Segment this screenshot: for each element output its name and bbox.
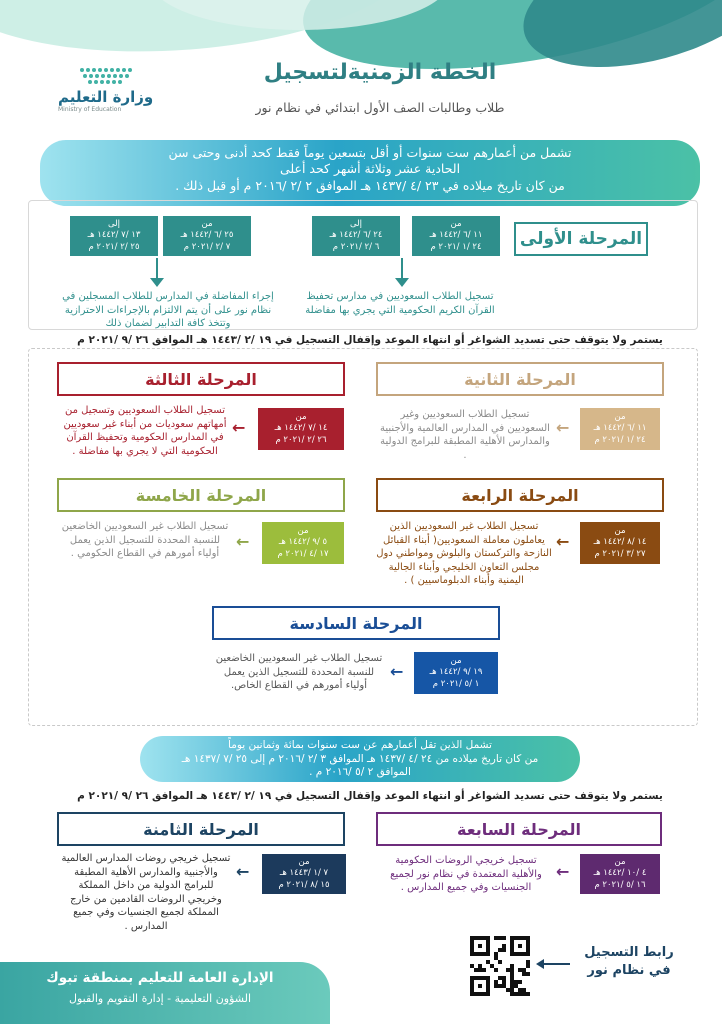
qr-module: [478, 944, 482, 948]
qr-module: [486, 952, 490, 956]
closing-rule-1: يستمر ولا يتوقف حتى تسديد الشواغر أو انتهاء الموعد وإقفال التسجيل في ١٩ /٢ /١٤٤٣ هـ الموافق ٢٦ /٩ /٢٠٢١ م: [77, 334, 663, 346]
banner-line: الموافق ٢ /٥ /٢٠١٦ م .: [309, 766, 411, 779]
qr-module: [502, 936, 506, 940]
registration-link-label: رابط التسجيل في نظام نور: [584, 945, 674, 979]
banner-line: الحادية عشر وثلاثة أشهر كحد أعلى: [279, 161, 461, 177]
stage6-desc: تسجيل الطلاب غير السعوديين الخاضعين للنسبة المحددة للتسجيل الذين يعمل أولياء أمورهم في القطاع الخاص.: [215, 653, 383, 691]
qr-module: [502, 948, 506, 952]
stage4-desc: تسجيل الطلاب غير السعوديين الذين يعاملون معاملة السعوديين( أبناء القبائل النازحة والتركستان والبلوش ومواطني دول مجلس التعاون الخليجي وأبناء الجالية اليمنية وأبناء الدبلوماسيين ) .: [376, 521, 552, 586]
banner-line: من كان تاريخ ميلاده في ٢٣ /٤ /١٤٣٧ هـ الموافق ٢ /٢ /٢٠١٦ م أو قبل ذلك .: [175, 177, 565, 193]
qr-module: [518, 980, 522, 984]
logo-arabic: وزارة التعليم: [58, 88, 154, 106]
stage4-label: المرحلة الرابعة: [376, 478, 664, 512]
qr-module: [486, 992, 490, 996]
down-arrow-icon: [145, 258, 169, 288]
stage8-label: المرحلة الثامنة: [57, 812, 345, 846]
stage1-date-to: إلى ٢٤ /٦ /١٤٤٢ هـ ٦ /٢ /٢٠٢١ م: [312, 216, 400, 256]
down-arrow-icon: [390, 258, 414, 288]
stage5-desc: تسجيل الطلاب غير السعوديين الخاضعين للنسبة المحددة للتسجيل الذين يعمل أولياء أمورهم في القطاع الحكومي .: [61, 521, 229, 559]
left-arrow-icon: ←: [556, 862, 570, 881]
stage1-date-from: من ١١ /٦ /١٤٤٢ هـ ٢٤ /١ /٢٠٢١ م: [412, 216, 500, 256]
qr-module: [494, 968, 498, 972]
qr-module: [526, 992, 530, 996]
stage8-desc: تسجيل خريجي روضات المدارس العالمية والأجنبية والمدارس الأهلية المطبقة للبرامج الدولية من داخل المملكة وخريجي الروضات القادمين من خارج المملكة لجميع الجنسيات وفي جميع المدارس .: [61, 853, 231, 932]
closing-rule-2: يستمر ولا يتوقف حتى تسديد الشواغر أو انتهاء الموعد وإقفال التسجيل في ١٩ /٢ /١٤٤٣ هـ الموافق ٢٦ /٩ /٢٠٢١ م: [77, 790, 663, 802]
stage1-date-from-b: من ٢٥ /٦ /١٤٤٢ هـ ٧ /٢ /٢٠٢١ م: [163, 216, 251, 256]
stage-label-text: المرحلة الأولى: [519, 229, 643, 249]
stage8-date: من ٧ /١ /١٤٤٣ هـ ١٥ /٨ /٢٠٢١ م: [262, 854, 346, 894]
stage3-date: من ١٤ /٧ /١٤٤٢ هـ ٢٦ /٢ /٢٠٢١ م: [258, 408, 344, 450]
left-arrow-icon: ←: [236, 532, 250, 551]
stage1-date-to-b: إلى ١٣ /٧ /١٤٤٢ هـ ٢٥ /٢ /٢٠٢١ م: [70, 216, 158, 256]
stage2-date: من ١١ /٦ /١٤٤٢ هـ ٢٤ /١ /٢٠٢١ م: [580, 408, 660, 450]
stage3-desc: تسجيل الطلاب السعوديين وتسجيل من أمهاتهم سعوديات من أبناء غير سعوديين في المدارس الحكومية وتحفيظ القرآن الحكومية التي لا يجري بها مفاضلة .: [63, 405, 227, 457]
footer-line-1: الإدارة العامة للتعليم بمنطقة تبوك: [46, 970, 274, 986]
stage3-label: المرحلة الثالثة: [57, 362, 345, 396]
banner-line: تشمل الذين تقل أعمارهم عن ست سنوات بمائة وثمانين يوماً: [228, 739, 492, 751]
stage7-label: المرحلة السابعة: [376, 812, 662, 846]
stage2-label: المرحلة الثانية: [376, 362, 664, 396]
age-criteria-banner: [40, 140, 700, 206]
qr-module: [482, 968, 486, 972]
stage5-label: المرحلة الخامسة: [57, 478, 345, 512]
left-arrow-icon: ←: [236, 862, 250, 881]
qr-module: [526, 952, 530, 956]
left-arrow-icon: ←: [556, 418, 570, 437]
left-arrow-icon: [536, 956, 570, 972]
qr-module: [526, 972, 530, 976]
qr-module: [478, 984, 482, 988]
page-subtitle: طلاب وطالبات الصف الأول ابتدائي في نظام نور: [255, 100, 505, 115]
qr-module: [526, 964, 530, 968]
left-arrow-icon: ←: [232, 418, 246, 437]
stage5-date: من ٥ /٩ /١٤٤٢ هـ ١٧ /٤ /٢٠٢١ م: [262, 522, 344, 564]
stage6-label: المرحلة السادسة: [212, 606, 500, 640]
footer-line-2: الشؤون التعليمية - إدارة التقويم والقبول: [68, 992, 252, 1005]
stage1-label: [514, 222, 648, 256]
stage1-desc-b: إجراء المفاضلة في المدارس للطلاب المسجلين في نظام نور على أن يتم الالتزام بالإجراءات الاحترازية وتتخذ كافة التدابير لضمان ذلك: [62, 291, 274, 329]
banner-line: من كان تاريخ ميلاده من ٢٤ /٤ /١٤٣٧ هـ الموافق ٣ /٢ /٢٠١٦ م إلى ٢٥ /٧ /١٤٣٧ هـ: [181, 752, 539, 765]
left-arrow-icon: ←: [390, 662, 404, 681]
left-arrow-icon: ←: [556, 532, 570, 551]
stage4-date: من ١٤ /٨ /١٤٤٢ هـ ٢٧ /٣ /٢٠٢١ م: [580, 522, 660, 564]
qr-module: [518, 944, 522, 948]
stage1-desc-a: تسجيل الطلاب السعوديين في مدارس تحفيظ القرآن الكريم الحكومية التي يجري بها مفاضلة: [305, 291, 495, 316]
stage2-desc: تسجيل الطلاب السعوديين وغير السعوديين في المدارس العالمية والأجنبية والمدارس الأهلية المطبقة للبرامج الدولية .: [380, 409, 550, 461]
stage7-date: من ٤ /١٠ /١٤٤٢ هـ ١٦ /٥ /٢٠٢١ م: [580, 854, 660, 894]
stage7-desc: تسجيل خريجي الروضات الحكومية والأهلية المعتمدة في نظام نور لجميع الجنسيات وفي جميع المدارس .: [390, 855, 542, 893]
footer-text: [10, 970, 310, 1005]
qr-module: [498, 960, 502, 964]
banner-line: تشمل من أعمارهم ست سنوات أو أقل بتسعين يوماً فقط كحد أدنى وحتى سن: [168, 145, 572, 160]
stage6-date: من ١٩ /٩ /١٤٤٢ هـ ١ /٥ /٢٠٢١ م: [414, 652, 498, 694]
age-criteria-banner-2: [140, 736, 580, 782]
logo-english: Ministry of Education: [58, 106, 122, 113]
registration-qr-code[interactable]: [470, 936, 530, 996]
page-title: الخطة الزمنيةلتسجيل: [263, 60, 497, 85]
